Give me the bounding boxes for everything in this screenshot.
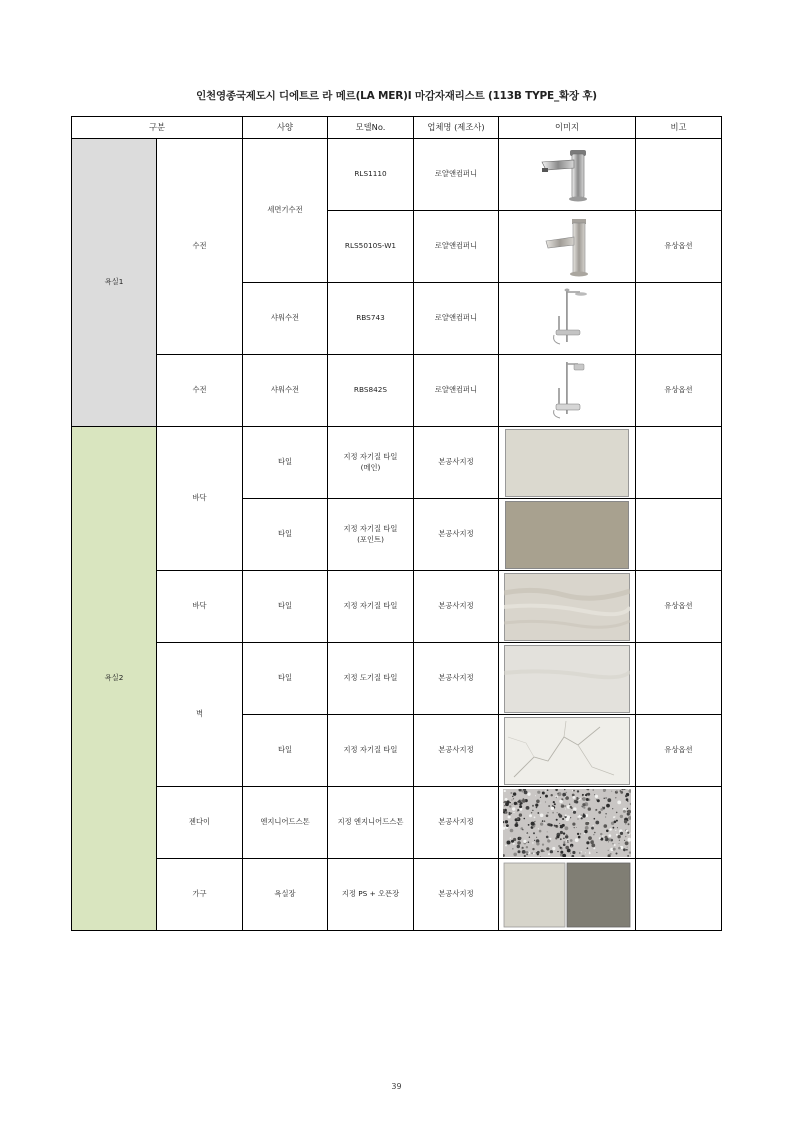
maker-cell: 로얄앤컴퍼니 — [414, 355, 499, 427]
tile-light-gray — [505, 429, 629, 497]
model-cell: 지정 자기질 타일 (포인트) — [328, 499, 414, 571]
spec-cell: 타일 — [243, 643, 328, 715]
note-cell — [636, 859, 722, 931]
spec-cell: 샤워수전 — [243, 283, 328, 355]
table-row — [72, 355, 722, 427]
tile-pale-gray — [504, 645, 630, 713]
sub-category-cell: 가구 — [157, 859, 243, 931]
tile-white-marble — [504, 717, 630, 785]
model-cell: 지정 자기질 타일 (메인) — [328, 427, 414, 499]
finish-materials-table — [71, 116, 722, 931]
spec-cell: 타일 — [243, 499, 328, 571]
image-cell — [499, 139, 636, 211]
note-cell: 유상옵션 — [636, 355, 722, 427]
header-note: 비고 — [636, 117, 722, 139]
header-maker: 업체명 (제조사) — [414, 117, 499, 139]
note-cell — [636, 499, 722, 571]
note-cell — [636, 643, 722, 715]
maker-cell: 본공사지정 — [414, 643, 499, 715]
page-number: 39 — [391, 1082, 402, 1091]
image-cell — [499, 859, 636, 931]
spec-cell: 타일 — [243, 571, 328, 643]
image-cell — [499, 787, 636, 859]
image-cell — [499, 571, 636, 643]
maker-cell: 로얄앤컴퍼니 — [414, 211, 499, 283]
maker-cell: 본공사지정 — [414, 715, 499, 787]
model-cell: RLS5010S-W1 — [328, 211, 414, 283]
model-cell: 지정 엔지니어드스톤 — [328, 787, 414, 859]
table-row — [72, 139, 722, 211]
cabinet-swatches — [503, 861, 631, 929]
image-cell — [499, 427, 636, 499]
maker-cell: 본공사지정 — [414, 499, 499, 571]
faucet-chrome-icon — [532, 144, 602, 206]
stone-speckled — [503, 789, 631, 857]
note-cell — [636, 283, 722, 355]
spec-cell: 엔지니어드스톤 — [243, 787, 328, 859]
maker-cell: 본공사지정 — [414, 571, 499, 643]
image-cell — [499, 283, 636, 355]
sub-category-cell: 젠다이 — [157, 787, 243, 859]
sub-category-cell: 수전 — [157, 355, 243, 427]
model-cell: 지정 자기질 타일 — [328, 715, 414, 787]
note-cell — [636, 139, 722, 211]
spec-cell: 샤워수전 — [243, 355, 328, 427]
sub-category-cell: 바닥 — [157, 427, 243, 571]
maker-cell: 본공사지정 — [414, 427, 499, 499]
spec-cell: 욕실장 — [243, 859, 328, 931]
model-cell: RBS842S — [328, 355, 414, 427]
note-cell: 유상옵션 — [636, 571, 722, 643]
group-bath1: 욕실1 — [72, 139, 157, 427]
image-cell — [499, 715, 636, 787]
note-cell: 유상옵션 — [636, 211, 722, 283]
header-image: 이미지 — [499, 117, 636, 139]
table-row — [72, 787, 722, 859]
spec-cell: 타일 — [243, 427, 328, 499]
model-cell: 지정 자기질 타일 — [328, 571, 414, 643]
maker-cell: 로얄앤컴퍼니 — [414, 283, 499, 355]
table-row — [72, 859, 722, 931]
model-cell: 지정 PS + 오픈장 — [328, 859, 414, 931]
model-cell: RBS743 — [328, 283, 414, 355]
header-row — [72, 117, 722, 139]
maker-cell: 로얄앤컴퍼니 — [414, 139, 499, 211]
note-cell — [636, 787, 722, 859]
header-category: 구분 — [72, 117, 243, 139]
shower-column-shelf-icon — [542, 358, 592, 424]
page-title: 인천영종국제도시 디에트르 라 메르(LA MER)Ⅰ 마감자재리스트 (113B TYPE_확장 후) — [196, 90, 597, 102]
tile-taupe — [505, 501, 629, 569]
image-cell — [499, 211, 636, 283]
shower-column-icon — [542, 286, 592, 352]
sub-category-cell: 바닥 — [157, 571, 243, 643]
model-cell: RLS1110 — [328, 139, 414, 211]
sub-category-cell: 벽 — [157, 643, 243, 787]
maker-cell: 본공사지정 — [414, 859, 499, 931]
note-cell — [636, 427, 722, 499]
table-row — [72, 643, 722, 715]
table-row — [72, 427, 722, 499]
note-cell: 유상옵션 — [636, 715, 722, 787]
image-cell — [499, 355, 636, 427]
group-bath2: 욕실2 — [72, 427, 157, 931]
spec-cell: 세면기수전 — [243, 139, 328, 283]
sub-category-cell: 수전 — [157, 139, 243, 355]
model-cell: 지정 도기질 타일 — [328, 643, 414, 715]
table-row — [72, 571, 722, 643]
image-cell — [499, 643, 636, 715]
tile-veined-gray — [504, 573, 630, 641]
image-cell — [499, 499, 636, 571]
maker-cell: 본공사지정 — [414, 787, 499, 859]
header-spec: 사양 — [243, 117, 328, 139]
faucet-satin-icon — [532, 215, 602, 279]
header-model: 모델No. — [328, 117, 414, 139]
spec-cell: 타일 — [243, 715, 328, 787]
